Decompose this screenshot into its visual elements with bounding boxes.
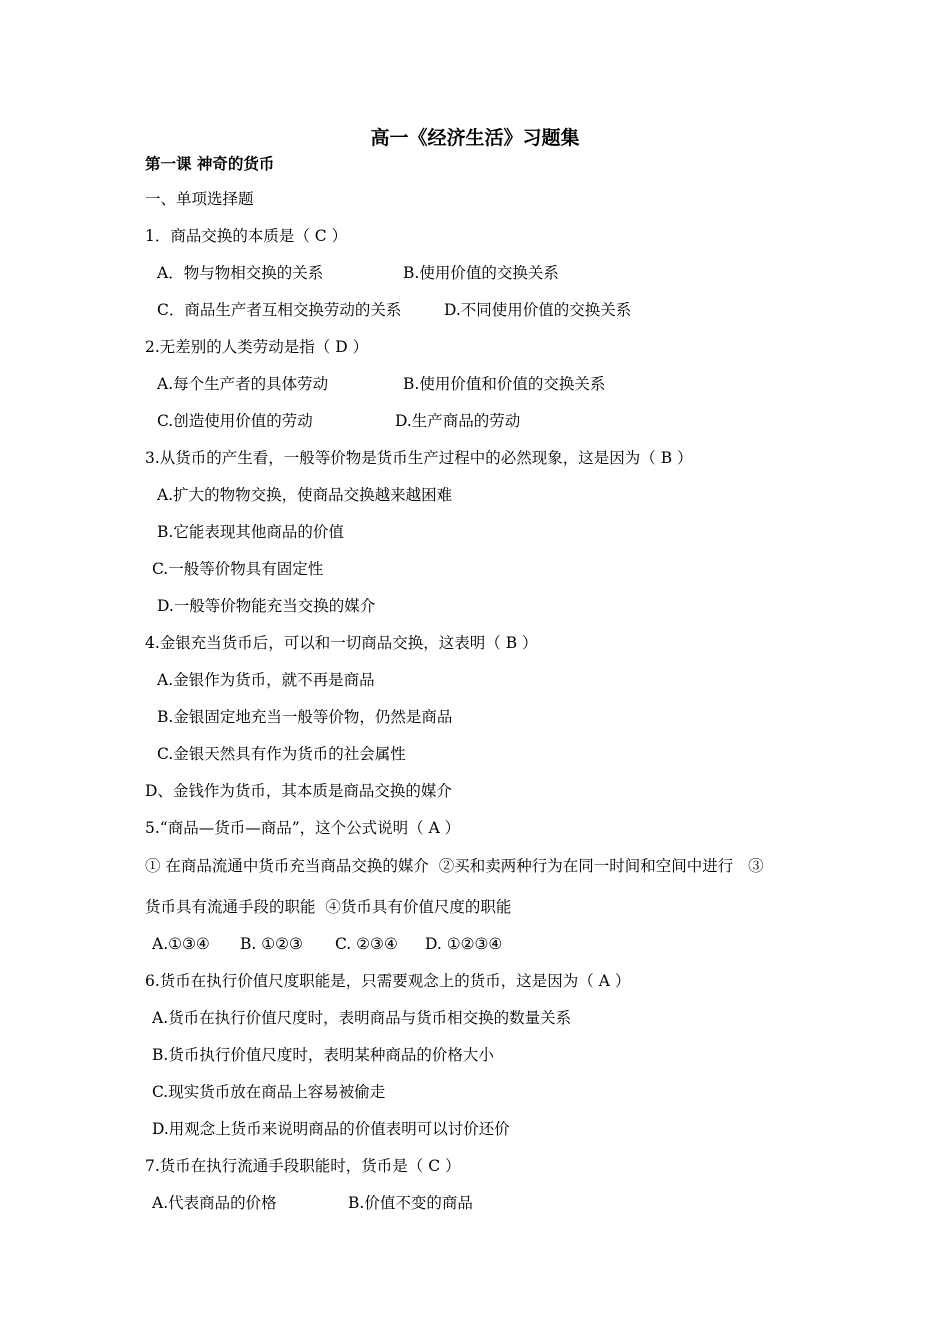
question-6-option-b: B.货币执行价值尺度时，表明某种商品的价格大小: [152, 1046, 494, 1064]
question-5-option-a: A.①③④: [152, 935, 210, 953]
question-5-option-d: D. ①②③④: [425, 935, 503, 953]
question-5-option-c: C. ②③④: [335, 935, 398, 953]
question-1-stem: 1．商品交换的本质是（ C ）: [145, 227, 348, 245]
question-3-option-b: B.它能表现其他商品的价值: [157, 523, 344, 541]
question-6-option-d: D.用观念上货币来说明商品的价值表明可以讨价还价: [152, 1120, 510, 1138]
question-5-option-b: B. ①②③: [240, 935, 303, 953]
question-4-stem: 4.金银充当货币后，可以和一切商品交换，这表明（ B ）: [145, 634, 538, 652]
question-3-stem: 3.从货币的产生看，一般等价物是货币生产过程中的必然现象，这是因为（ B ）: [145, 449, 693, 467]
question-6-option-c: C.现实货币放在商品上容易被偷走: [152, 1083, 386, 1101]
question-6-option-a: A.货币在执行价值尺度时，表明商品与货币相交换的数量关系: [152, 1009, 572, 1027]
question-2-option-d: D.生产商品的劳动: [395, 412, 521, 430]
question-5-statements-line-1: ① 在商品流通中货币充当商品交换的媒介 ②买和卖两种行为在同一时间和空间中进行 ③: [145, 857, 764, 875]
question-6-stem: 6.货币在执行价值尺度职能是，只需要观念上的货币，这是因为（ A ）: [145, 972, 631, 990]
question-1-option-a: A．物与物相交换的关系: [157, 264, 324, 282]
question-4-option-a: A.金银作为货币，就不再是商品: [157, 671, 375, 689]
question-2-option-c: C.创造使用价值的劳动: [157, 412, 313, 430]
question-4-option-c: C.金银天然具有作为货币的社会属性: [157, 745, 406, 763]
question-4-option-b: B.金银固定地充当一般等价物，仍然是商品: [157, 708, 453, 726]
question-1-option-c: C．商品生产者互相交换劳动的关系: [157, 301, 402, 319]
question-3-option-c: C.一般等价物具有固定性: [152, 560, 324, 578]
question-1-option-d: D.不同使用价值的交换关系: [444, 301, 632, 319]
question-5-stem: 5.“商品—货币—商品”，这个公式说明（ A ）: [145, 819, 461, 837]
question-5-statements-line-2: 货币具有流通手段的职能 ④货币具有价值尺度的职能: [145, 898, 512, 916]
question-3-option-d: D.一般等价物能充当交换的媒介: [157, 597, 376, 615]
section-heading: 一、单项选择题: [145, 190, 254, 208]
chapter-heading: 第一课 神奇的货币: [145, 154, 275, 173]
question-4-option-d: D、金钱作为货币，其本质是商品交换的媒介: [145, 782, 452, 800]
question-2-option-b: B.使用价值和价值的交换关系: [403, 375, 606, 393]
question-3-option-a: A.扩大的物物交换，使商品交换越来越困难: [157, 486, 453, 504]
question-1-option-b: B.使用价值的交换关系: [403, 264, 559, 282]
question-7-option-b: B.价值不变的商品: [348, 1194, 473, 1212]
question-2-option-a: A.每个生产者的具体劳动: [157, 375, 329, 393]
question-7-stem: 7.货币在执行流通手段职能时，货币是（ C ）: [145, 1157, 461, 1175]
question-2-stem: 2.无差别的人类劳动是指（ D ）: [145, 338, 369, 356]
question-7-option-a: A.代表商品的价格: [152, 1194, 277, 1212]
document-title: 高一《经济生活》习题集: [370, 127, 580, 149]
